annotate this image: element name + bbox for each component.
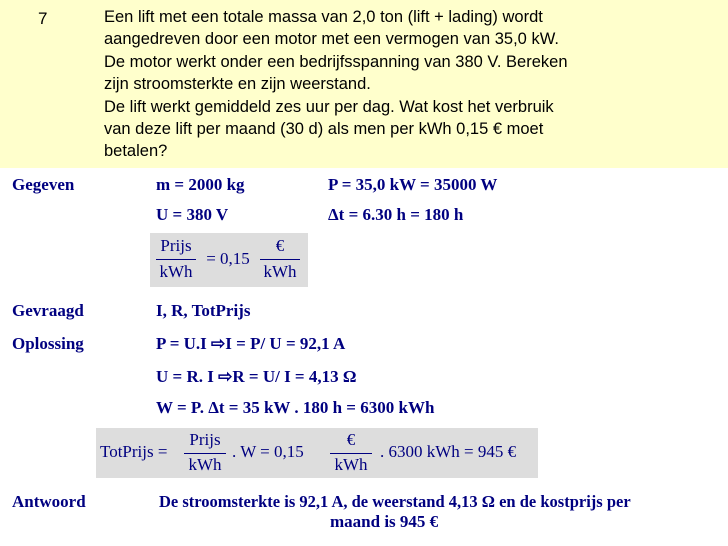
total-denominator: kWh	[188, 455, 222, 474]
total-mid: . W = 0,15	[232, 442, 304, 461]
antwoord-line-1: De stroomsterkte is 92,1 A, de weerstand 4,13 Ω en de kostprijs per	[159, 492, 631, 511]
total-numerator: Prijs	[189, 430, 221, 449]
question-block	[0, 0, 728, 168]
given-mass: m = 2000 kg	[156, 175, 245, 194]
total-euro-denominator: kWh	[334, 455, 368, 474]
step-resistance: U = R. I ⇨R = U/ I = 4,13 Ω	[156, 367, 357, 386]
gevraagd-values: I, R, TotPrijs	[156, 301, 251, 320]
question-line: Een lift met een totale massa van 2,0 ton (lift + lading) wordt	[104, 8, 543, 26]
question-line: De motor werkt onder een bedrijfsspanning van 380 V. Bereken	[104, 52, 568, 71]
price-value: = 0,15	[206, 249, 250, 268]
fraction-line	[260, 259, 300, 260]
euro-denominator: kWh	[263, 262, 297, 281]
total-formula-box	[96, 428, 538, 478]
question-line: betalen?	[104, 142, 168, 161]
total-lhs: TotPrijs =	[100, 442, 168, 461]
step-energy: W = P. Δt = 35 kW . 180 h = 6300 kWh	[156, 398, 435, 417]
gevraagd-label: Gevraagd	[12, 301, 84, 320]
price-formula-box	[150, 233, 308, 287]
question-line: van deze lift per maand (30 d) als men per kWh 0,15 € moet	[104, 120, 544, 139]
given-time: Δt = 6.30 h = 180 h	[328, 205, 464, 224]
price-denominator: kWh	[159, 262, 193, 281]
step-current: P = U.I ⇨I = P/ U = 92,1 A	[156, 334, 346, 353]
question-line: De lift werkt gemiddeld zes uur per dag. Wat kost het verbruik	[104, 97, 554, 116]
euro-numerator: €	[275, 236, 285, 255]
total-euro-numerator: €	[346, 430, 356, 449]
gegeven-label: Gegeven	[12, 175, 75, 194]
price-numerator: Prijs	[160, 236, 192, 255]
antwoord-line-2: maand is 945 €	[330, 512, 439, 531]
fraction-line	[156, 259, 196, 260]
question-line: aangedreven door een motor met een vermogen van 35,0 kW.	[104, 30, 559, 49]
antwoord-label: Antwoord	[12, 492, 86, 511]
oplossing-label: Oplossing	[12, 334, 84, 353]
given-power: P = 35,0 kW = 35000 W	[328, 175, 498, 194]
fraction-line	[330, 453, 372, 454]
total-rhs: . 6300 kWh = 945 €	[380, 442, 517, 461]
question-line: zijn stroomsterkte en zijn weerstand.	[104, 75, 371, 94]
given-voltage: U = 380 V	[156, 205, 229, 224]
fraction-line	[184, 453, 226, 454]
question-number: 7	[38, 9, 48, 28]
question-text	[104, 6, 716, 163]
